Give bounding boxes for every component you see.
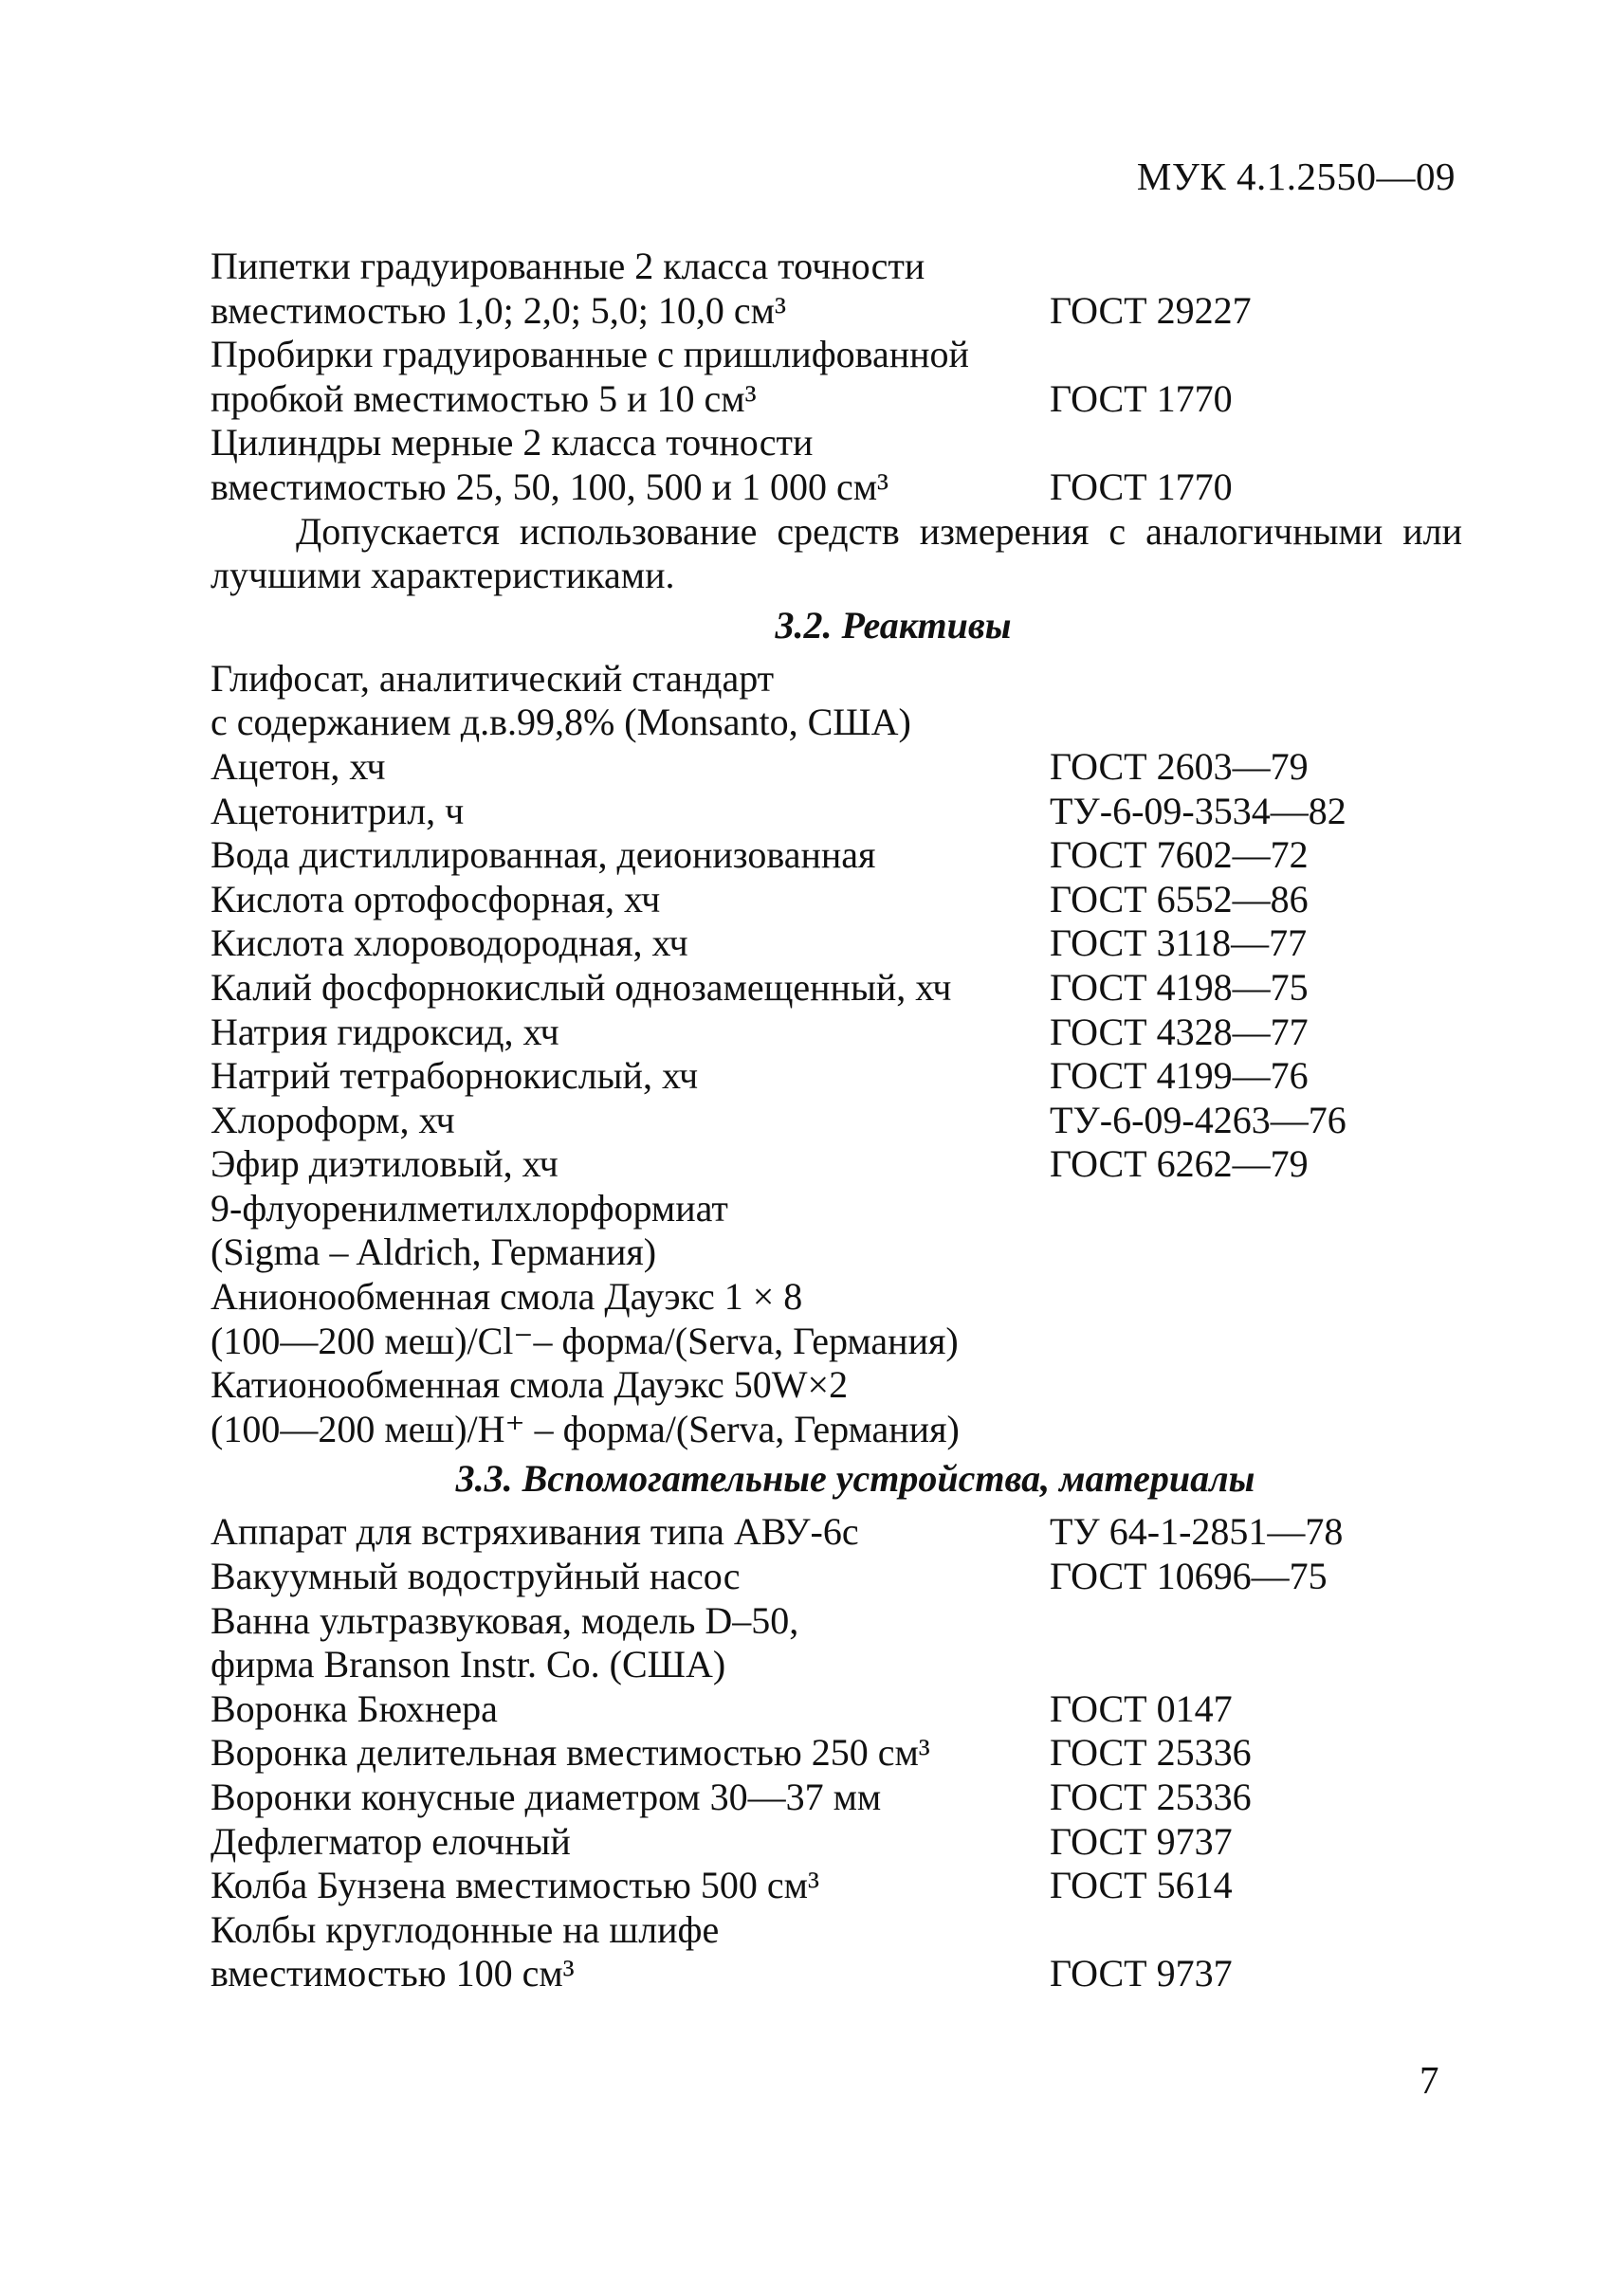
item-name: Цилиндры мерные 2 класса точности <box>211 421 814 465</box>
item-standard: ГОСТ 6552—86 <box>1050 877 1309 920</box>
item-standard: ГОСТ 5614 <box>1050 1864 1233 1907</box>
item-standard <box>1050 1599 1462 1644</box>
item-name: Пипетки градуированные 2 класса точности <box>211 245 925 287</box>
item-name: Воронка делительная вместимостью 250 см³ <box>211 1731 930 1775</box>
item-standard: ГОСТ 6262—79 <box>1050 1142 1309 1186</box>
item-standard: ТУ-6-09-3534—82 <box>1050 789 1346 832</box>
item-standard: ГОСТ 1770 <box>1050 376 1233 420</box>
list-item-line <box>211 245 1462 289</box>
list-item-line <box>211 921 1462 966</box>
item-name: Натрий тетраборнокислый, хч <box>211 1054 699 1098</box>
item-standard <box>1050 421 1462 465</box>
item-standard: ГОСТ 9737 <box>1050 1952 1233 1995</box>
item-standard: ГОСТ 2603—79 <box>1050 744 1309 788</box>
item-name: Глифосат, аналитический стандарт <box>211 656 775 700</box>
item-name: Хлороформ, хч <box>211 1098 455 1141</box>
list-item-line <box>211 1864 1462 1908</box>
item-name: Ацетонитрил, ч <box>211 789 465 832</box>
item-standard: ГОСТ 4328—77 <box>1050 1010 1309 1053</box>
list-item-line <box>211 1363 1462 1408</box>
list-item-line <box>211 1011 1462 1055</box>
item-name: Ванна ультразвуковая, модель D–50, <box>211 1598 799 1642</box>
page-number: 7 <box>1420 2058 1439 2102</box>
item-name: Натрия гидроксид, хч <box>211 1010 559 1053</box>
auxiliary-devices-list <box>211 1510 1462 1996</box>
item-standard <box>1050 1320 1462 1364</box>
item-name: вместимостью 1,0; 2,0; 5,0; 10,0 см³ <box>211 288 786 332</box>
item-name: пробкой вместимостью 5 и 10 см³ <box>211 376 757 420</box>
item-name: Колба Бунзена вместимостью 500 см³ <box>211 1864 819 1907</box>
item-standard: ГОСТ 4198—75 <box>1050 965 1309 1009</box>
list-item-line <box>211 421 1462 465</box>
item-standard: ГОСТ 7602—72 <box>1050 833 1309 877</box>
section-title-reagents: 3.2. Реактивы <box>775 603 1012 647</box>
list-item-line <box>211 1408 1462 1452</box>
item-standard: ГОСТ 29227 <box>1050 288 1252 332</box>
item-standard: ГОСТ 25336 <box>1050 1776 1252 1818</box>
list-item-line <box>211 745 1462 790</box>
item-name: (100—200 меш)/H⁺ – форма/(Serva, Германия) <box>211 1407 960 1450</box>
list-item-line <box>211 790 1462 834</box>
item-standard <box>1050 333 1462 377</box>
item-name: 9-флуоренилметилхлорформиат <box>211 1186 728 1230</box>
item-name: Колбы круглодонные на шлифе <box>211 1907 720 1951</box>
item-standard: ГОСТ 1770 <box>1050 465 1233 508</box>
item-standard: ТУ 64-1-2851—78 <box>1050 1510 1344 1554</box>
list-item-line <box>211 701 1462 745</box>
item-name: Кислота хлороводородная, хч <box>211 921 688 965</box>
list-item-line <box>211 966 1462 1011</box>
item-standard: ГОСТ 3118—77 <box>1050 921 1308 965</box>
item-standard <box>1050 1275 1462 1320</box>
item-standard: ГОСТ 25336 <box>1050 1731 1252 1775</box>
item-standard: ГОСТ 4199—76 <box>1050 1054 1309 1098</box>
document-code: МУК 4.1.2550—09 <box>1136 155 1456 198</box>
item-name: Калий фосфорнокислый однозамещенный, хч <box>211 965 952 1009</box>
list-item-line <box>211 1054 1462 1099</box>
list-item-line <box>211 878 1462 922</box>
list-item-line <box>211 1230 1462 1275</box>
list-item-line <box>211 1555 1462 1599</box>
item-name: Воронка Бюхнера <box>211 1686 498 1730</box>
list-item-line <box>211 377 1462 422</box>
item-standard: ТУ-6-09-4263—76 <box>1050 1098 1346 1141</box>
list-item-line <box>211 833 1462 878</box>
list-item-line <box>211 1687 1462 1732</box>
list-item-line <box>211 1099 1462 1143</box>
item-name: Кислота ортофосфорная, хч <box>211 877 661 920</box>
item-name: Пробирки градуированные с пришлифованной <box>211 333 969 376</box>
item-standard <box>1050 245 1462 289</box>
page-content <box>211 245 1462 1996</box>
list-item-line <box>211 1643 1462 1687</box>
list-item-line <box>211 1820 1462 1865</box>
reagents-list <box>211 657 1462 1452</box>
item-name: (Sigma – Aldrich, Германия) <box>211 1230 657 1274</box>
list-item-line <box>211 1599 1462 1644</box>
item-name: Вакуумный водоструйный насос <box>211 1555 741 1598</box>
item-name: Аппарат для встряхивания типа АВУ-6с <box>211 1510 859 1554</box>
list-item-line <box>211 1510 1462 1555</box>
item-name: Вода дистиллированная, деионизованная <box>211 833 876 877</box>
item-name: Ацетон, хч <box>211 744 386 788</box>
list-item-line <box>211 465 1462 510</box>
item-standard <box>1050 1908 1462 1953</box>
list-item-line <box>211 1142 1462 1187</box>
list-item-line <box>211 333 1462 377</box>
item-name: Катионообменная смола Дауэкс 50W×2 <box>211 1363 849 1407</box>
item-name: (100—200 меш)/Cl⁻– форма/(Serva, Германия) <box>211 1319 959 1362</box>
measuring-instruments-list <box>211 245 1462 510</box>
item-name: вместимостью 25, 50, 100, 500 и 1 000 см³ <box>211 465 889 508</box>
item-standard <box>1050 1408 1462 1452</box>
list-item-line <box>211 289 1462 334</box>
note-paragraph: Допускается использование средств измерения с аналогичными или лучшими характеристиками. <box>211 509 1462 597</box>
item-name: Анионообменная смола Дауэкс 1 × 8 <box>211 1275 803 1319</box>
item-standard: ГОСТ 0147 <box>1050 1686 1233 1730</box>
item-name: с содержанием д.в.99,8% (Monsanto, США) <box>211 701 911 744</box>
list-item-line <box>211 1952 1462 1996</box>
list-item-line <box>211 1187 1462 1231</box>
list-item-line <box>211 1776 1462 1820</box>
item-name: Дефлегматор елочный <box>211 1819 571 1863</box>
item-standard <box>1050 1643 1462 1687</box>
item-name: вместимостью 100 см³ <box>211 1952 575 1995</box>
list-item-line <box>211 1731 1462 1776</box>
item-standard <box>1050 657 1462 702</box>
list-item-line <box>211 1275 1462 1320</box>
list-item-line <box>211 1320 1462 1364</box>
list-item-line <box>211 657 1462 702</box>
item-standard: ГОСТ 9737 <box>1050 1819 1233 1863</box>
item-standard <box>1050 1363 1462 1408</box>
item-standard <box>1050 701 1462 745</box>
item-standard: ГОСТ 10696—75 <box>1050 1555 1328 1598</box>
item-name: Эфир диэтиловый, хч <box>211 1142 559 1186</box>
item-name: фирма Branson Instr. Co. (США) <box>211 1643 726 1686</box>
item-standard <box>1050 1187 1462 1231</box>
section-title-auxiliary: 3.3. Вспомогательные устройства, материалы <box>455 1457 1255 1501</box>
item-standard <box>1050 1230 1462 1275</box>
list-item-line <box>211 1908 1462 1953</box>
item-name: Воронки конусные диаметром 30—37 мм <box>211 1776 882 1818</box>
